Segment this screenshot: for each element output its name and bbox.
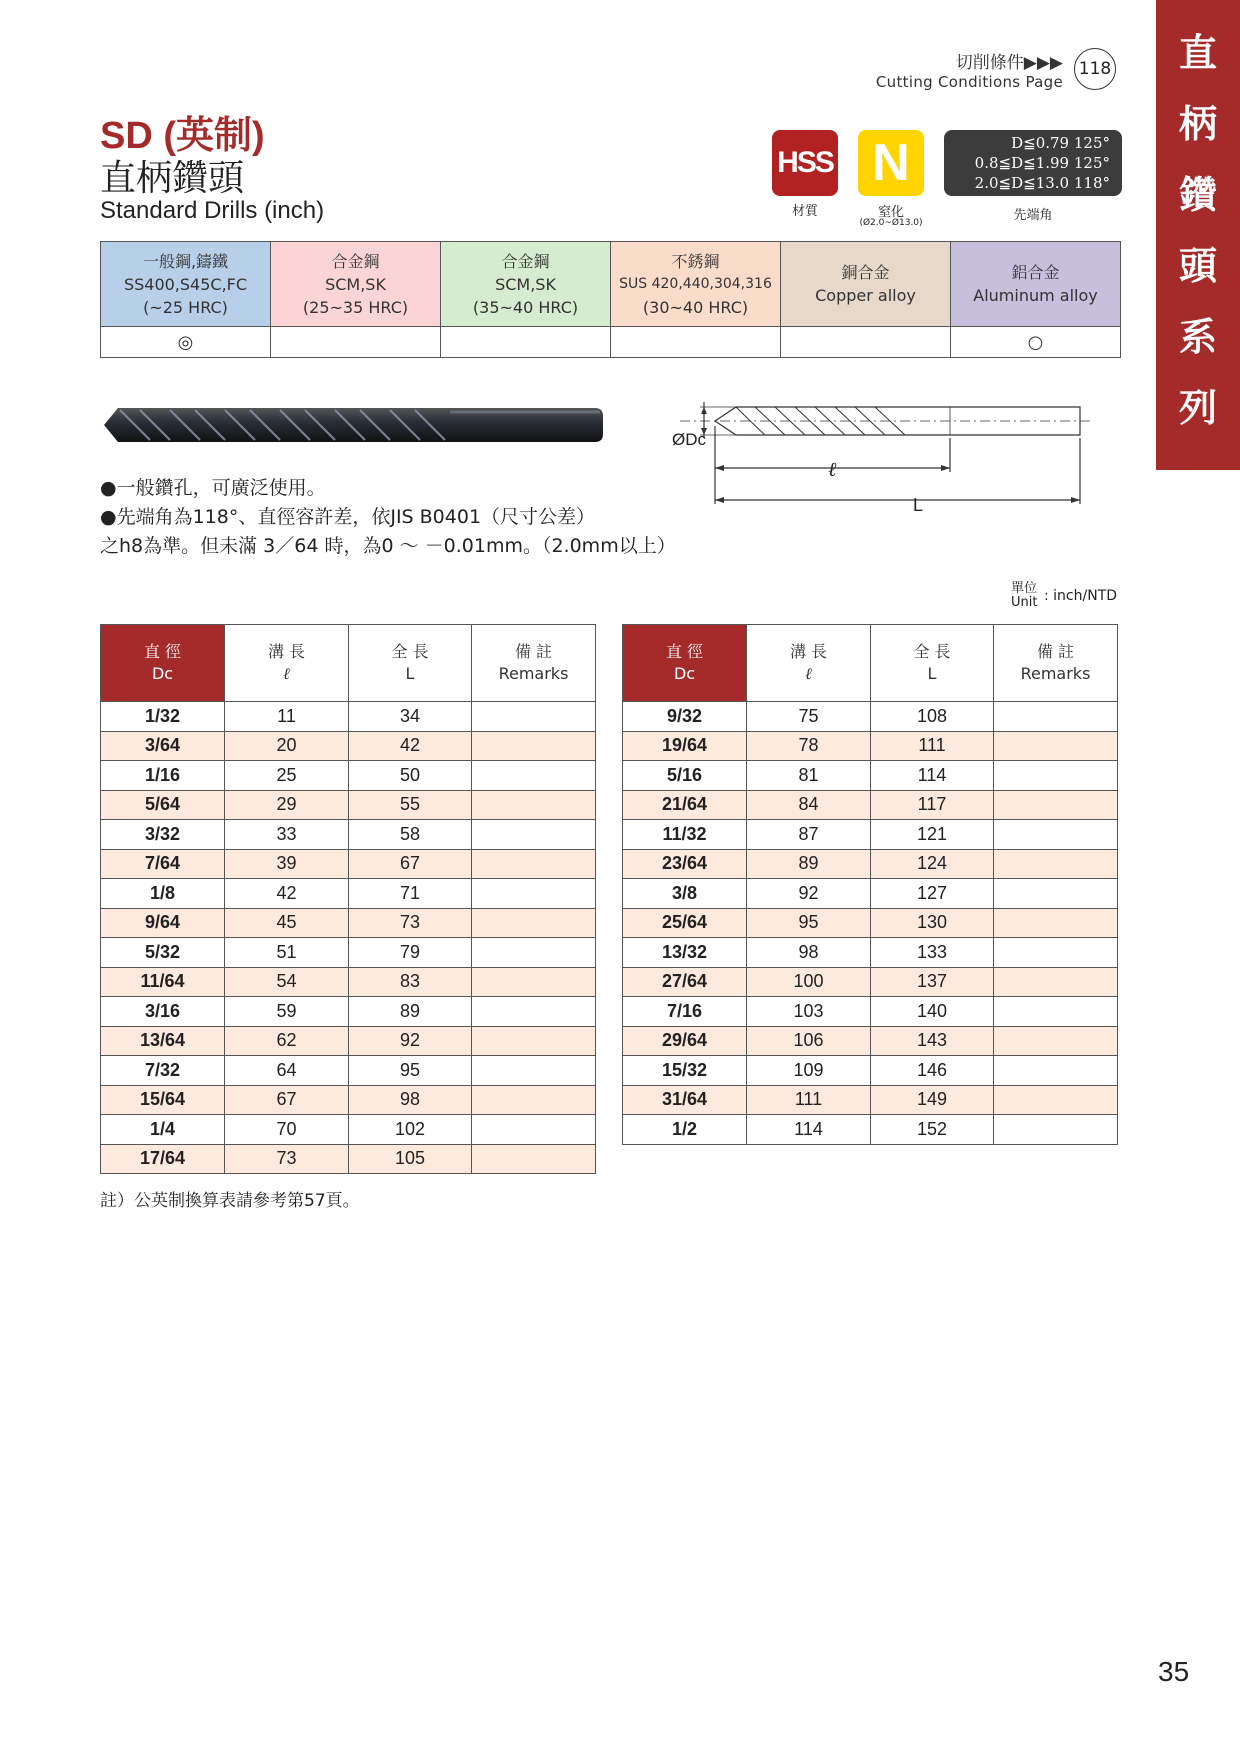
cell-remarks xyxy=(472,879,596,909)
cell-flute-length: 42 xyxy=(225,879,349,909)
cell-overall-length: 105 xyxy=(349,1144,472,1174)
cell-remarks xyxy=(994,849,1118,879)
column-header-zh: 全 長 xyxy=(391,642,429,661)
column-header xyxy=(747,625,871,702)
material-header-line: SUS 420,440,304,316 xyxy=(619,275,772,292)
material-header-line: (35~40 HRC) xyxy=(472,297,579,317)
table-row xyxy=(101,761,596,791)
cell-remarks xyxy=(472,1144,596,1174)
cell-flute-length: 20 xyxy=(225,731,349,761)
side-tab-char: 頭 xyxy=(1178,244,1217,288)
cell-remarks xyxy=(994,820,1118,850)
material-header-line: (30~40 HRC) xyxy=(642,297,749,317)
material-header-line: 合金鋼 xyxy=(501,251,550,271)
table-row xyxy=(101,938,596,968)
suitability-symbol xyxy=(781,327,951,358)
cutting-conditions-label-en: Cutting Conditions Page xyxy=(875,73,1063,91)
cell-dc: 21/64 xyxy=(623,790,747,820)
side-tab-char: 鑽 xyxy=(1178,173,1217,217)
cell-remarks xyxy=(472,938,596,968)
cell-overall-length: 71 xyxy=(349,879,472,909)
column-header xyxy=(472,625,596,702)
column-header-en: ℓ xyxy=(283,664,290,683)
cell-dc: 1/32 xyxy=(101,702,225,732)
table-row xyxy=(623,908,1118,938)
cell-remarks xyxy=(994,702,1118,732)
overall-length-label: L xyxy=(913,495,924,515)
cell-flute-length: 59 xyxy=(225,997,349,1027)
table-row xyxy=(623,938,1118,968)
spec-table-right xyxy=(622,624,1118,1145)
cell-overall-length: 55 xyxy=(349,790,472,820)
cell-dc: 5/32 xyxy=(101,938,225,968)
cell-dc: 1/8 xyxy=(101,879,225,909)
side-tab-char: 列 xyxy=(1178,386,1217,430)
unit-label-en: Unit xyxy=(1011,595,1038,610)
cell-remarks xyxy=(472,1115,596,1145)
column-header xyxy=(101,625,225,702)
cell-remarks xyxy=(994,1026,1118,1056)
material-header-line: (~25 HRC) xyxy=(143,297,228,317)
cell-remarks xyxy=(472,967,596,997)
point-angle-line: 0.8≦D≦1.99 125° xyxy=(974,154,1110,172)
table-row xyxy=(623,849,1118,879)
table-row xyxy=(623,1085,1118,1115)
cell-flute-length: 87 xyxy=(747,820,871,850)
cell-overall-length: 137 xyxy=(871,967,994,997)
side-tab-char: 系 xyxy=(1178,315,1217,359)
table-row xyxy=(101,997,596,1027)
material-label: 材質 xyxy=(791,204,818,219)
cell-flute-length: 111 xyxy=(747,1085,871,1115)
table-row xyxy=(623,1115,1118,1145)
point-angle-line: D≦0.79 125° xyxy=(1011,134,1110,152)
table-row xyxy=(623,997,1118,1027)
material-header-line: SS400,S45C,FC xyxy=(123,274,248,294)
cell-overall-length: 146 xyxy=(871,1056,994,1086)
spec-table-left xyxy=(100,624,596,1174)
cell-dc: 5/16 xyxy=(623,761,747,791)
cell-remarks xyxy=(472,908,596,938)
feature-item: 之h8為準。但未滿 3／64 時，為0 ～ －0.01mm。（2.0mm以上） xyxy=(100,535,676,557)
cell-overall-length: 149 xyxy=(871,1085,994,1115)
column-header xyxy=(623,625,747,702)
table-row xyxy=(623,967,1118,997)
product-name-en: Standard Drills (inch) xyxy=(100,197,325,224)
cell-dc: 23/64 xyxy=(623,849,747,879)
material-header-line: 銅合金 xyxy=(841,263,890,282)
table-row xyxy=(623,1026,1118,1056)
cell-overall-length: 114 xyxy=(871,761,994,791)
dc-label: ØDc xyxy=(672,430,706,449)
side-tab-char: 柄 xyxy=(1178,102,1217,146)
column-header-en: L xyxy=(405,664,415,683)
cell-overall-length: 111 xyxy=(871,731,994,761)
cell-flute-length: 51 xyxy=(225,938,349,968)
cell-remarks xyxy=(994,1115,1118,1145)
cell-remarks xyxy=(994,1056,1118,1086)
suitability-symbol xyxy=(271,327,441,358)
table-row xyxy=(101,1056,596,1086)
features-list xyxy=(100,474,676,561)
cutting-conditions-page-link[interactable]: 118 xyxy=(1074,48,1116,90)
table-row xyxy=(623,820,1118,850)
table-row xyxy=(101,967,596,997)
cell-flute-length: 81 xyxy=(747,761,871,791)
cell-dc: 13/64 xyxy=(101,1026,225,1056)
cell-flute-length: 64 xyxy=(225,1056,349,1086)
cell-flute-length: 114 xyxy=(747,1115,871,1145)
cell-dc: 7/16 xyxy=(623,997,747,1027)
column-header xyxy=(225,625,349,702)
cell-overall-length: 83 xyxy=(349,967,472,997)
cell-dc: 9/64 xyxy=(101,908,225,938)
nitride-coating-badge: N xyxy=(858,130,924,196)
coating-label: 窒化 xyxy=(877,205,904,220)
cell-remarks xyxy=(472,1026,596,1056)
hss-material-badge: HSS xyxy=(772,130,838,196)
cell-overall-length: 34 xyxy=(349,702,472,732)
table-row xyxy=(623,790,1118,820)
column-header-en: Dc xyxy=(151,664,174,683)
cell-remarks xyxy=(994,1085,1118,1115)
unit-label-zh: 單位 xyxy=(1011,581,1038,596)
column-header-zh: 溝 長 xyxy=(267,642,306,661)
cell-dc: 3/64 xyxy=(101,731,225,761)
cell-dc: 9/32 xyxy=(623,702,747,732)
suitability-symbol xyxy=(611,327,781,358)
cell-remarks xyxy=(472,1085,596,1115)
column-header-zh: 直 徑 xyxy=(143,642,182,661)
cell-remarks xyxy=(994,967,1118,997)
cell-dc: 3/8 xyxy=(623,879,747,909)
cell-flute-length: 89 xyxy=(747,849,871,879)
table-row xyxy=(623,702,1118,732)
cell-overall-length: 92 xyxy=(349,1026,472,1056)
table-row xyxy=(623,1056,1118,1086)
cell-flute-length: 106 xyxy=(747,1026,871,1056)
material-header-line: (25~35 HRC) xyxy=(302,297,409,317)
cell-dc: 15/32 xyxy=(623,1056,747,1086)
cell-remarks xyxy=(994,908,1118,938)
feature-item: ●先端角為118°、直徑容許差，依JIS B0401（尺寸公差） xyxy=(100,506,596,528)
cell-dc: 1/2 xyxy=(623,1115,747,1145)
cell-flute-length: 103 xyxy=(747,997,871,1027)
table-row xyxy=(101,849,596,879)
cell-dc: 25/64 xyxy=(623,908,747,938)
table-row xyxy=(101,790,596,820)
cell-flute-length: 100 xyxy=(747,967,871,997)
flute-length-label: ℓ xyxy=(828,457,837,481)
cell-dc: 11/64 xyxy=(101,967,225,997)
feature-item: ●一般鑽孔，可廣泛使用。 xyxy=(100,477,326,499)
cell-overall-length: 121 xyxy=(871,820,994,850)
cell-remarks xyxy=(472,849,596,879)
material-header-line: 一般鋼,鑄鐵 xyxy=(142,251,229,271)
point-angle-badge xyxy=(944,130,1122,196)
cell-remarks xyxy=(994,938,1118,968)
cell-flute-length: 54 xyxy=(225,967,349,997)
cell-remarks xyxy=(472,997,596,1027)
material-column-header xyxy=(781,242,951,327)
cell-overall-length: 102 xyxy=(349,1115,472,1145)
table-row xyxy=(101,1085,596,1115)
cell-flute-length: 29 xyxy=(225,790,349,820)
cell-overall-length: 73 xyxy=(349,908,472,938)
cell-flute-length: 92 xyxy=(747,879,871,909)
cell-remarks xyxy=(472,702,596,732)
cell-overall-length: 130 xyxy=(871,908,994,938)
product-code: SD (英制) xyxy=(100,115,265,157)
cell-overall-length: 95 xyxy=(349,1056,472,1086)
table-row xyxy=(101,820,596,850)
material-header-line: 不銹鋼 xyxy=(671,251,720,271)
side-tab-char: 直 xyxy=(1178,31,1217,75)
drill-photo xyxy=(100,400,605,450)
drill-dimension-diagram xyxy=(660,396,1100,526)
column-header-zh: 直 徑 xyxy=(665,642,704,661)
cell-overall-length: 42 xyxy=(349,731,472,761)
column-header-en: L xyxy=(927,664,937,683)
material-column-header xyxy=(611,242,781,327)
cell-remarks xyxy=(994,790,1118,820)
cell-flute-length: 39 xyxy=(225,849,349,879)
cell-dc: 29/64 xyxy=(623,1026,747,1056)
cell-flute-length: 67 xyxy=(225,1085,349,1115)
material-column-header xyxy=(271,242,441,327)
suitability-symbol: ◎ xyxy=(101,327,271,358)
cell-flute-length: 45 xyxy=(225,908,349,938)
page-number: 35 xyxy=(1158,1656,1190,1687)
column-header-en: Remarks xyxy=(498,664,569,683)
material-header-line: SCM,SK xyxy=(325,274,386,294)
table-row xyxy=(101,731,596,761)
cutting-conditions-label: 切削條件▶▶▶ xyxy=(955,53,1063,73)
cell-flute-length: 11 xyxy=(225,702,349,732)
cell-overall-length: 127 xyxy=(871,879,994,909)
cell-dc: 15/64 xyxy=(101,1085,225,1115)
column-header xyxy=(871,625,994,702)
cell-overall-length: 117 xyxy=(871,790,994,820)
point-angle-line: 2.0≦D≦13.0 118° xyxy=(974,174,1110,192)
material-column-header xyxy=(441,242,611,327)
column-header-en: Dc xyxy=(673,664,696,683)
cell-flute-length: 73 xyxy=(225,1144,349,1174)
cell-remarks xyxy=(472,820,596,850)
cell-flute-length: 33 xyxy=(225,820,349,850)
cell-flute-length: 84 xyxy=(747,790,871,820)
table-row xyxy=(101,1115,596,1145)
suitability-symbol xyxy=(441,327,611,358)
table-row xyxy=(101,908,596,938)
cell-overall-length: 58 xyxy=(349,820,472,850)
cell-flute-length: 95 xyxy=(747,908,871,938)
material-suitability-table xyxy=(100,241,1121,358)
cell-overall-length: 140 xyxy=(871,997,994,1027)
coating-range: (Ø2.0~Ø13.0) xyxy=(859,218,923,228)
column-header-zh: 全 長 xyxy=(913,642,951,661)
table-row xyxy=(623,879,1118,909)
cell-overall-length: 124 xyxy=(871,849,994,879)
cell-dc: 5/64 xyxy=(101,790,225,820)
cell-overall-length: 143 xyxy=(871,1026,994,1056)
cell-overall-length: 79 xyxy=(349,938,472,968)
cell-overall-length: 152 xyxy=(871,1115,994,1145)
cell-overall-length: 89 xyxy=(349,997,472,1027)
cell-dc: 11/32 xyxy=(623,820,747,850)
material-column-header xyxy=(951,242,1121,327)
cell-overall-length: 67 xyxy=(349,849,472,879)
table-row xyxy=(101,702,596,732)
material-header-line: Copper alloy xyxy=(815,286,916,305)
table-row xyxy=(101,879,596,909)
cell-flute-length: 78 xyxy=(747,731,871,761)
cell-flute-length: 75 xyxy=(747,702,871,732)
column-header-zh: 備 註 xyxy=(514,642,553,661)
table-row xyxy=(623,761,1118,791)
cell-remarks xyxy=(472,1056,596,1086)
cell-remarks xyxy=(994,731,1118,761)
cell-dc: 27/64 xyxy=(623,967,747,997)
cell-overall-length: 98 xyxy=(349,1085,472,1115)
cell-remarks xyxy=(472,731,596,761)
material-header-line: Aluminum alloy xyxy=(973,286,1098,305)
point-angle-label: 先端角 xyxy=(1013,208,1053,223)
material-header-line: 鋁合金 xyxy=(1011,263,1060,282)
footnote: 註）公英制換算表請參考第57頁。 xyxy=(100,1191,360,1211)
cell-remarks xyxy=(472,790,596,820)
product-name-zh: 直柄鑽頭 xyxy=(100,158,245,199)
column-header xyxy=(349,625,472,702)
cell-overall-length: 133 xyxy=(871,938,994,968)
cell-overall-length: 50 xyxy=(349,761,472,791)
cell-dc: 7/64 xyxy=(101,849,225,879)
cell-dc: 17/64 xyxy=(101,1144,225,1174)
cell-dc: 13/32 xyxy=(623,938,747,968)
column-header-en: Remarks xyxy=(1020,664,1091,683)
unit-value: : inch/NTD xyxy=(1044,588,1118,604)
cell-dc: 1/16 xyxy=(101,761,225,791)
cell-overall-length: 108 xyxy=(871,702,994,732)
table-row xyxy=(101,1144,596,1174)
side-tab xyxy=(1156,0,1240,470)
suitability-symbol: ○ xyxy=(951,327,1121,358)
material-header-line: SCM,SK xyxy=(495,274,556,294)
cell-flute-length: 70 xyxy=(225,1115,349,1145)
column-header-zh: 備 註 xyxy=(1036,642,1075,661)
cell-dc: 3/16 xyxy=(101,997,225,1027)
cell-remarks xyxy=(994,761,1118,791)
cell-dc: 31/64 xyxy=(623,1085,747,1115)
table-row xyxy=(623,731,1118,761)
material-header-line: 合金鋼 xyxy=(331,251,380,271)
cell-flute-length: 62 xyxy=(225,1026,349,1056)
cell-remarks xyxy=(472,761,596,791)
cell-flute-length: 25 xyxy=(225,761,349,791)
cell-flute-length: 98 xyxy=(747,938,871,968)
material-column-header xyxy=(101,242,271,327)
column-header-en: ℓ xyxy=(805,664,812,683)
cell-dc: 19/64 xyxy=(623,731,747,761)
cell-flute-length: 109 xyxy=(747,1056,871,1086)
column-header xyxy=(994,625,1118,702)
cell-dc: 3/32 xyxy=(101,820,225,850)
cell-remarks xyxy=(994,879,1118,909)
cell-remarks xyxy=(994,997,1118,1027)
table-row xyxy=(101,1026,596,1056)
column-header-zh: 溝 長 xyxy=(789,642,828,661)
cell-dc: 7/32 xyxy=(101,1056,225,1086)
cell-dc: 1/4 xyxy=(101,1115,225,1145)
